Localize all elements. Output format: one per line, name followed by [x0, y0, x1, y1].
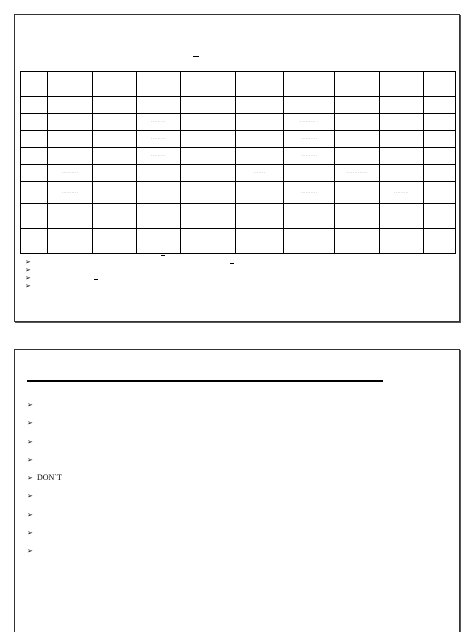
cell-text: ········· [151, 153, 166, 158]
table-cell [284, 229, 335, 254]
table-cell [284, 165, 335, 182]
table-cell [181, 229, 236, 254]
cell-text: ······· [253, 170, 266, 175]
table-cell [424, 204, 456, 229]
list-item [27, 433, 62, 451]
list-item [25, 267, 35, 282]
table-row [21, 204, 456, 229]
arrow-bullet-icon: ➢ [27, 492, 33, 501]
table-cell [335, 182, 380, 204]
table-cell [424, 165, 456, 182]
table-cell [380, 229, 424, 254]
table-cell [335, 165, 380, 182]
table-cell [181, 148, 236, 165]
table-cell [236, 229, 284, 254]
table-cell [21, 72, 48, 97]
table-cell [236, 72, 284, 97]
slide2-bullet-list [27, 396, 62, 561]
table-cell [380, 165, 424, 182]
bullet-text: DON`T [37, 473, 62, 483]
table-cell [284, 97, 335, 114]
table-cell [424, 72, 456, 97]
table-row [21, 131, 456, 148]
table-cell [21, 204, 48, 229]
cell-text: ·········· [300, 153, 318, 158]
slide-2 [14, 349, 460, 632]
table-cell [335, 131, 380, 148]
table-cell [93, 182, 137, 204]
arrow-bullet-icon: ➢ [25, 274, 31, 282]
table-cell [380, 114, 424, 131]
cell-text: ·········· [300, 136, 318, 141]
table-cell [181, 131, 236, 148]
table-cell [21, 97, 48, 114]
table-cell [48, 165, 93, 182]
list-item [27, 524, 62, 542]
table-cell [181, 165, 236, 182]
arrow-bullet-icon: ➢ [27, 455, 33, 464]
table-cell [236, 97, 284, 114]
table-row [21, 148, 456, 165]
table-cell [236, 204, 284, 229]
arrow-bullet-icon: ➢ [27, 547, 33, 556]
cell-text: ·········· · [299, 119, 319, 124]
table-cell [181, 204, 236, 229]
table-cell [48, 72, 93, 97]
data-table [20, 71, 456, 254]
table-cell [284, 204, 335, 229]
list-item [27, 506, 62, 524]
table-cell [335, 97, 380, 114]
table-cell [335, 204, 380, 229]
list-item [27, 469, 62, 487]
table-row [21, 114, 456, 131]
cell-text: ············· [346, 170, 368, 175]
table-row [21, 97, 456, 114]
cell-text: ········· [394, 189, 409, 195]
table-row [21, 165, 456, 182]
slide1-bullet-list [25, 251, 35, 290]
table-cell [137, 114, 181, 131]
dash-mark [161, 255, 165, 256]
table-cell [424, 114, 456, 131]
arrow-bullet-icon: ➢ [27, 419, 33, 428]
table-cell [21, 114, 48, 131]
table-cell [236, 148, 284, 165]
arrow-bullet-icon: ➢ [27, 529, 33, 538]
slide-1 [14, 14, 460, 322]
arrow-bullet-icon: ➢ [27, 401, 33, 409]
table-cell [236, 182, 284, 204]
table-cell [424, 182, 456, 204]
cell-text: ········· [151, 136, 166, 141]
table-cell [284, 114, 335, 131]
cell-text: ·········· [61, 170, 79, 175]
dash-mark [94, 279, 98, 280]
table-cell [380, 97, 424, 114]
table-cell [21, 229, 48, 254]
list-item [25, 275, 35, 290]
cell-text: ·········· [61, 189, 79, 195]
table-cell [335, 114, 380, 131]
table-cell [284, 148, 335, 165]
table-cell [93, 114, 137, 131]
table-cell [380, 131, 424, 148]
cell-text: ········· [151, 119, 166, 124]
list-item [27, 542, 62, 560]
table-cell [236, 131, 284, 148]
table-cell [21, 165, 48, 182]
table-cell [181, 97, 236, 114]
table-cell [424, 148, 456, 165]
table-cell [137, 72, 181, 97]
table-cell [48, 204, 93, 229]
arrow-bullet-icon: ➢ [27, 474, 33, 483]
table-cell [137, 229, 181, 254]
table-cell [21, 131, 48, 148]
table-cell [137, 148, 181, 165]
list-item [27, 396, 62, 414]
table-cell [236, 114, 284, 131]
table-cell [137, 97, 181, 114]
cell-text: ·········· [300, 189, 318, 195]
table-cell [48, 229, 93, 254]
table-cell [181, 72, 236, 97]
arrow-bullet-icon: ➢ [25, 266, 31, 274]
table-cell [335, 72, 380, 97]
table-cell [93, 72, 137, 97]
table-cell [380, 148, 424, 165]
table-cell [93, 204, 137, 229]
list-item [27, 414, 62, 432]
list-item [27, 451, 62, 469]
arrow-bullet-icon: ➢ [27, 437, 33, 446]
title-underline [27, 380, 383, 382]
table-cell [137, 165, 181, 182]
table-cell [380, 72, 424, 97]
table-row [21, 182, 456, 204]
arrow-bullet-icon: ➢ [25, 282, 31, 290]
table-cell [181, 114, 236, 131]
table-cell [48, 114, 93, 131]
table-cell [48, 131, 93, 148]
table-cell [424, 131, 456, 148]
arrow-bullet-icon: ➢ [25, 258, 31, 266]
list-item [27, 487, 62, 505]
table-cell [424, 97, 456, 114]
table-row [21, 72, 456, 97]
table-cell [93, 97, 137, 114]
dash-mark [230, 263, 234, 264]
table-cell [21, 148, 48, 165]
table-cell [48, 97, 93, 114]
table-cell [93, 131, 137, 148]
table-cell [93, 165, 137, 182]
table-cell [93, 229, 137, 254]
table-cell [284, 72, 335, 97]
table-cell [335, 148, 380, 165]
table-cell [181, 182, 236, 204]
table-cell [380, 182, 424, 204]
table-cell [93, 148, 137, 165]
title-dash [193, 56, 199, 57]
table-cell [284, 131, 335, 148]
table-cell [335, 229, 380, 254]
table-row [21, 229, 456, 254]
table-cell [48, 148, 93, 165]
arrow-bullet-icon: ➢ [27, 510, 33, 519]
table-cell [380, 204, 424, 229]
table-cell [48, 182, 93, 204]
list-item [25, 259, 35, 274]
table-cell [137, 204, 181, 229]
table-cell [424, 229, 456, 254]
table-cell [21, 182, 48, 204]
table-cell [284, 182, 335, 204]
table-cell [137, 182, 181, 204]
table-cell [137, 131, 181, 148]
table-cell [236, 165, 284, 182]
list-item [25, 251, 35, 266]
